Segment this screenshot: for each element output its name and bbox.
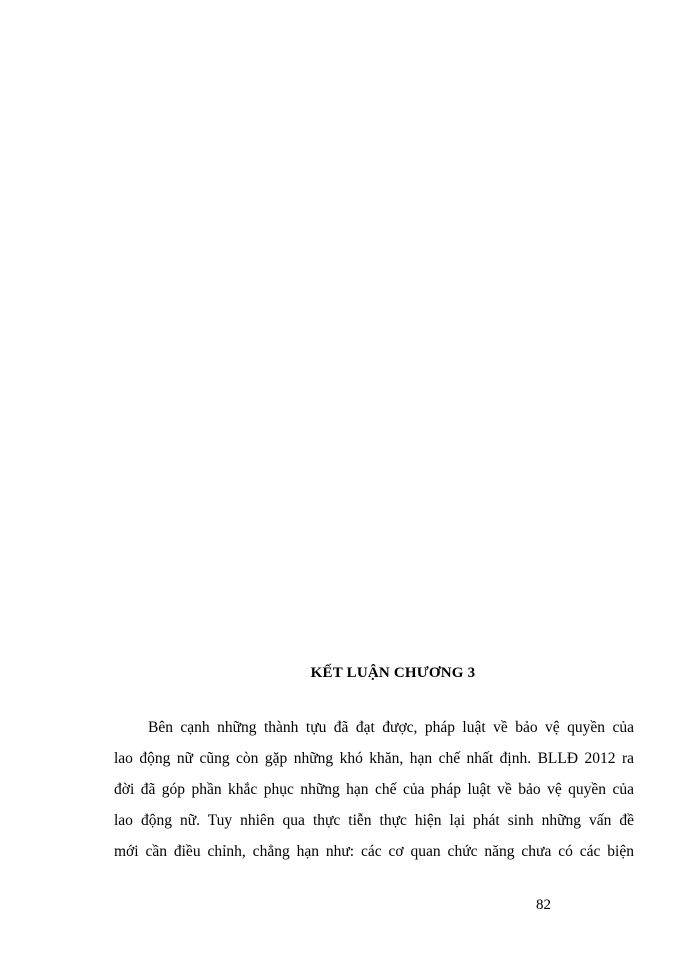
paragraph-line-4: lao động nữ. Tuy nhiên qua thực tiễn thực hiện lại phát sinh những vấn đề xyxy=(114,812,634,829)
page-number: 82 xyxy=(536,897,551,913)
paragraph-line-5: mới cần điều chỉnh, chẳng hạn như: các cơ quan chức năng chưa có các biện xyxy=(114,843,634,860)
chapter-conclusion-heading: KẾT LUẬN CHƯƠNG 3 xyxy=(310,665,476,681)
paragraph-line-2: lao động nữ cũng còn gặp những khó khăn, hạn chế nhất định. BLLĐ 2012 ra xyxy=(114,750,634,767)
paragraph-line-3: đời đã góp phần khắc phục những hạn chế của pháp luật về bảo vệ quyền của xyxy=(114,781,634,798)
paragraph-line-1: Bên cạnh những thành tựu đã đạt được, pháp luật về bảo vệ quyền của xyxy=(148,719,634,736)
body-paragraph xyxy=(114,716,634,871)
